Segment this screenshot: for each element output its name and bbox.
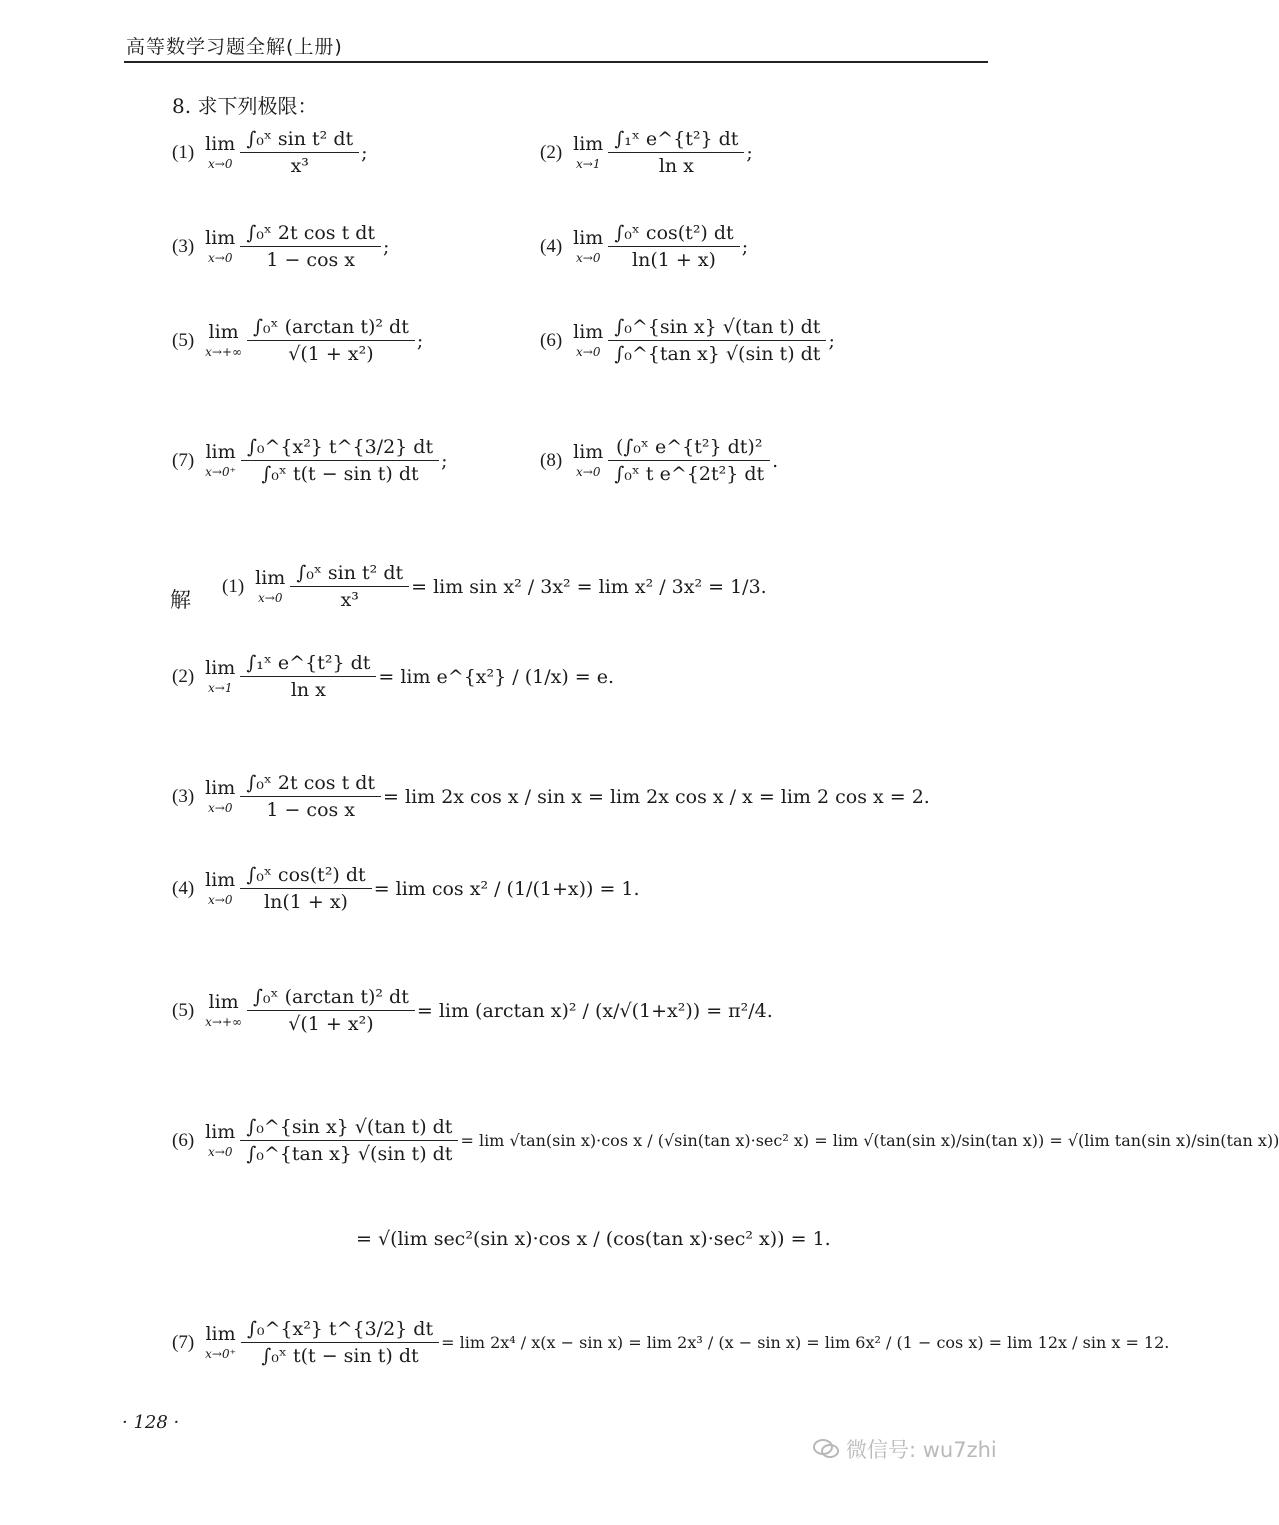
solution-3: (3) lim x→0 $\frac{\text{∫₀ˣ 2t cos t dt}}{\text{1 − cos x}}$ = lim 2x cos x / sin x = lim 2x cos x / x = lim 2 cos x = 2. [172, 772, 930, 821]
solution-7: (7) lim x→0⁺ $\frac{\text{∫₀\textasciicircum{}\{x²\} t\textasciicircum{}\{3/2\} dt}}{\text{∫₀ˣ t(t − sin t) dt}}$ = lim 2x⁴ / x(x − sin x) = lim 2x³ / (x − sin x) = lim 6x² / (1 − cos x) = lim 12x / sin x = 12. [172, 1318, 1170, 1367]
solution-mark: 解 [170, 588, 191, 612]
problem-7: (7) lim x→0⁺ $\frac{\text{∫₀\textasciicircum{}\{x²\} t\textasciicircum{}\{3/2\} dt}}{\text{∫₀ˣ t(t − sin t) dt}}$ ; [172, 436, 448, 485]
problem-8: (8) lim x→0 $\frac{\text{(∫₀ˣ e\textasciicircum{}\{t²\} dt)²}}{\text{∫₀ˣ t e\textasciicircum{}\{2t²\} dt}}$ . [540, 436, 779, 485]
solution-6-continued: = √(lim sec²(sin x)·cos x / (cos(tan x)·sec² x)) = 1. [356, 1228, 831, 1250]
watermark-text: 微信号: wu7zhi [846, 1438, 997, 1462]
question-title: 8. 求下列极限： [172, 94, 318, 118]
problem-5: (5) lim x→+∞ $\frac{\text{∫₀ˣ (arctan t)² dt}}{\text{√(1 + x²)}}$ ; [172, 316, 424, 365]
problem-1: (1) lim x→0 $\frac{\text{∫₀ˣ sin t² dt}}{\text{x³}}$ ; [172, 128, 368, 177]
solution-6: (6) lim x→0 $\frac{\text{∫₀\textasciicircum{}\{sin x\} √(tan t) dt}}{\text{∫₀\textasciicircum{}\{tan x\} √(sin t) dt}}$ = lim √tan(sin x)·cos x / (√sin(tan x)·sec² x) = lim √(tan(sin x)/sin(tan x)) = √(lim tan(sin x)/sin(tan x)) [172, 1116, 1279, 1165]
solution-2: (2) lim x→1 $\frac{\text{∫₁ˣ e\textasciicircum{}\{t²\} dt}}{\text{ln x}}$ = lim e^{x²} / (1/x) = e. [172, 652, 615, 701]
solution-4: (4) lim x→0 $\frac{\text{∫₀ˣ cos(t²) dt}}{\ln(1 + x)}$ = lim cos x² / (1/(1+x)) = 1. [172, 864, 640, 913]
problem-3: (3) lim x→0 $\frac{\text{∫₀ˣ 2t cos t dt}}{\text{1 − cos x}}$ ; [172, 222, 390, 271]
solution-1: (1) lim x→0 $\frac{\text{∫₀ˣ sin t² dt}}{\text{x³}}$ = lim sin x² / 3x² = lim x² / 3x² = 1/3. [222, 562, 767, 611]
problem-4: (4) lim x→0 $\frac{\text{∫₀ˣ cos(t²) dt}}{\ln(1 + x)}$ ; [540, 222, 749, 271]
problem-2: (2) lim x→1 $\frac{\text{∫₁ˣ e\textasciicircum{}\{t²\} dt}}{\text{ln x}}$ ; [540, 128, 753, 177]
problem-label: (1) [172, 141, 195, 163]
header-rule [124, 61, 988, 63]
problem-6: (6) lim x→0 $\frac{\text{∫₀\textasciicircum{}\{sin x\} √(tan t) dt}}{\text{∫₀\textasciicircum{}\{tan x\} √(sin t) dt}}$ ; [540, 316, 835, 365]
page-header-title: 高等数学习题全解(上册) [126, 36, 343, 58]
wechat-watermark [812, 1434, 997, 1464]
page-number: · 128 · [122, 1412, 180, 1433]
wechat-icon [812, 1437, 840, 1461]
solution-5: (5) lim x→+∞ $\frac{\text{∫₀ˣ (arctan t)² dt}}{\text{√(1 + x²)}}$ = lim (arctan x)² / (x/√(1+x²)) = π²/4. [172, 986, 773, 1035]
